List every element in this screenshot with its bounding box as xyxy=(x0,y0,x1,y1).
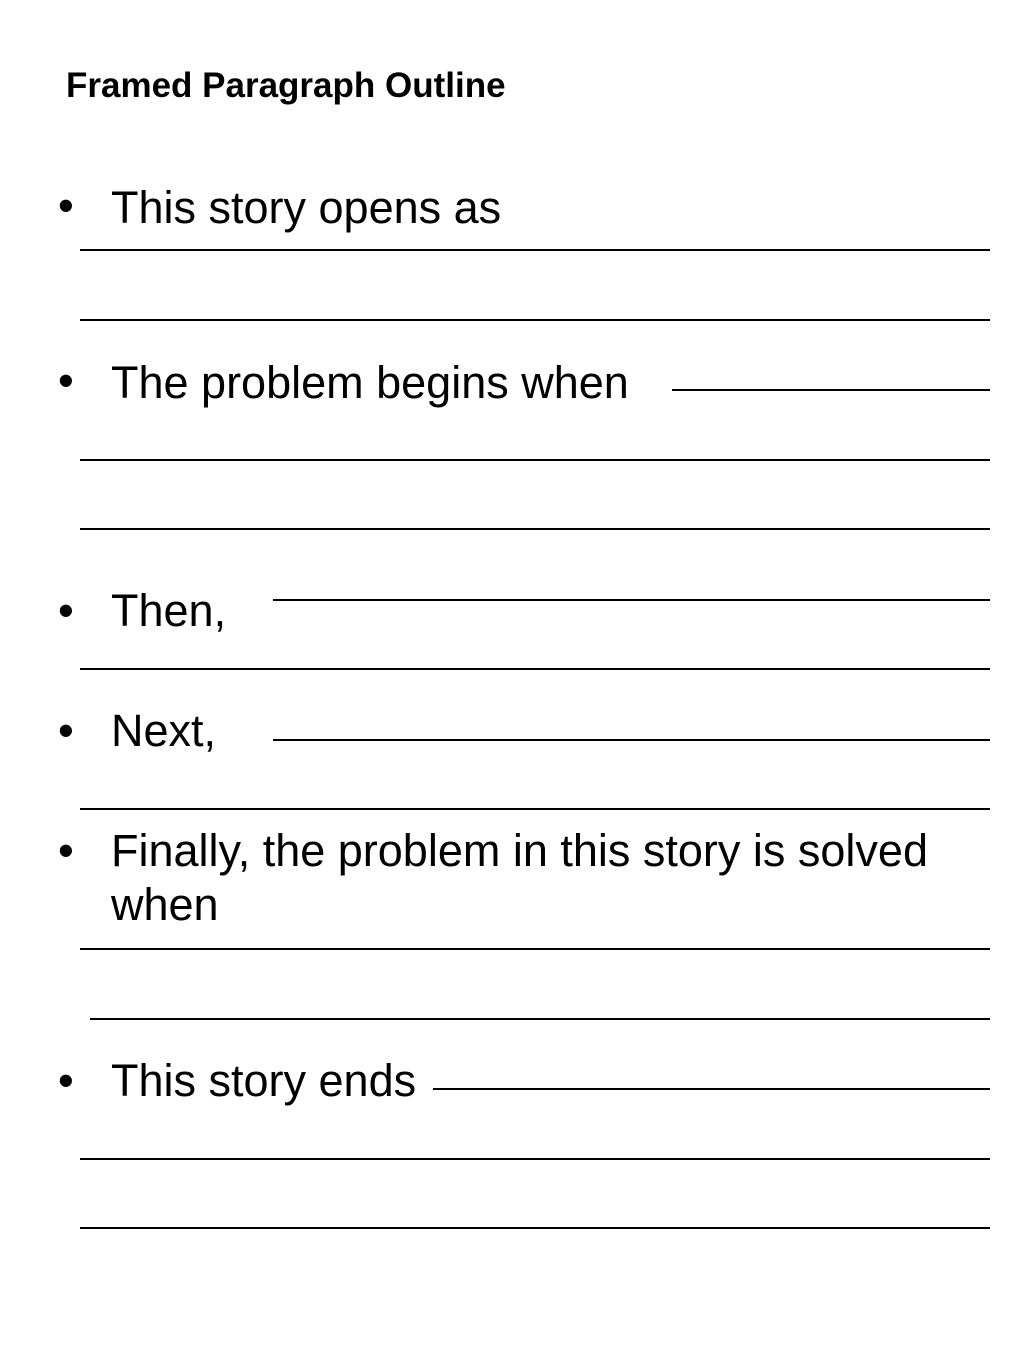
page-title: Framed Paragraph Outline xyxy=(66,66,506,105)
bullet-marker: • xyxy=(58,825,74,876)
prompt-problem-begins: The problem begins when xyxy=(111,357,629,408)
prompt-then: Then, xyxy=(111,585,227,636)
writing-line[interactable] xyxy=(80,948,990,950)
bullet-marker: • xyxy=(58,705,74,756)
prompt-story-ends: This story ends xyxy=(111,1055,417,1106)
writing-line[interactable] xyxy=(80,668,990,670)
writing-line[interactable] xyxy=(433,1088,990,1090)
writing-line[interactable] xyxy=(80,528,990,530)
writing-line[interactable] xyxy=(80,249,990,251)
writing-line[interactable] xyxy=(80,1227,990,1229)
prompt-finally: Finally, the problem in this story is solved xyxy=(111,825,928,876)
writing-line[interactable] xyxy=(273,739,990,741)
bullet-marker: • xyxy=(58,180,74,231)
bullet-marker: • xyxy=(58,585,74,636)
bullet-marker: • xyxy=(58,355,74,406)
prompt-next: Next, xyxy=(111,705,217,756)
writing-line[interactable] xyxy=(80,808,990,810)
writing-line[interactable] xyxy=(80,319,990,321)
writing-line[interactable] xyxy=(672,389,990,391)
prompt-story-opens: This story opens as xyxy=(111,182,502,233)
prompt-finally-continuation: when xyxy=(111,879,219,930)
writing-line[interactable] xyxy=(90,1018,990,1020)
bullet-marker: • xyxy=(58,1055,74,1106)
writing-line[interactable] xyxy=(273,599,990,601)
writing-line[interactable] xyxy=(80,459,990,461)
writing-line[interactable] xyxy=(80,1158,990,1160)
